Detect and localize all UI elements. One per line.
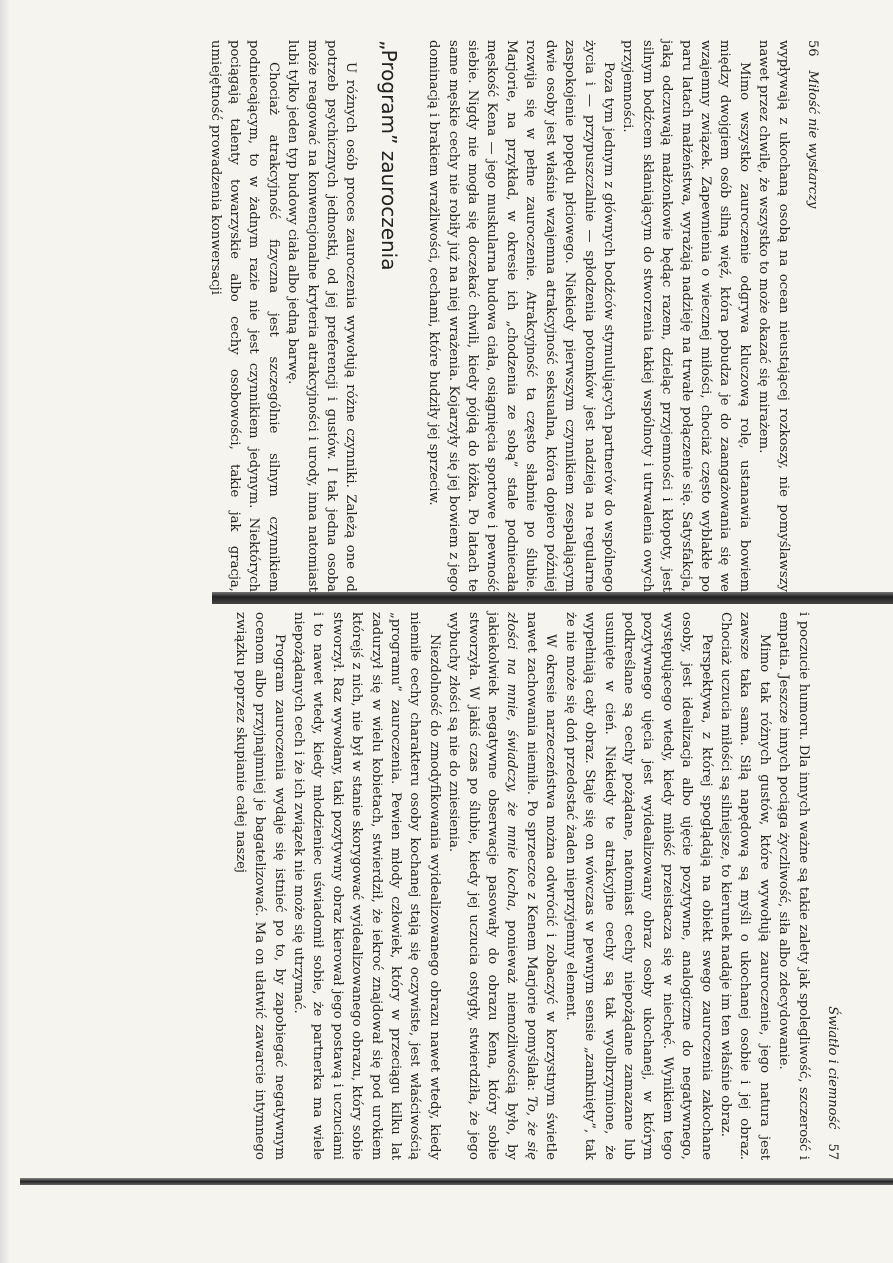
quote-continuation: ponieważ niemożliwością było, by jakiekolwiek negatywne obserwacje pasowały do obrazu Kena, który sobie stworzyła. W jakiś czas po ślubie, kiedy jej uczucia ostygły, stwierdziła, że jego wybuchy złości są nie do zniesienia. bbox=[446, 612, 520, 1160]
right-running-head bbox=[823, 612, 842, 1160]
gutter-separator bbox=[212, 592, 893, 604]
paragraph-with-quote bbox=[444, 612, 560, 1160]
left-running-head bbox=[803, 40, 822, 592]
paragraph: Chociaż atrakcyjność fizyczna jest szczególnie silnym czynnikiem podniecającym, to w żadnym razie nie jest czynnikiem jedynym. Niektórych pociągają talenty towarzyskie albo cechy osobowości, takie jak gracja, umiejętność prowadzenia konwersacji bbox=[207, 40, 281, 592]
left-page bbox=[32, 40, 822, 592]
italic-quote: To, że się złości na mnie, świadczy, że mnie kocha, bbox=[504, 612, 539, 1160]
paragraph: Mimo wszystko zauroczenie odgrywa kluczową rolę, ustanawia bowiem między dwojgiem osób silną więź, która pobudza je do zaangażowania się we wzajemny związek. Zapewnienia o wiecznej miłości, chociaż często wyblakłe po paru latach małżeństwa, wyrażają nadzieję na trwałe połączenie się. Satysfakcja, jaką odczuwają małżonkowie będąc razem, dzieląc przyjemności i kłopoty, jest silnym bodźcem skłaniającym do stworzenia takiej wspólnoty i utrwalenia owych przyjemności. bbox=[620, 40, 752, 592]
paragraph: wypływają z ukochaną osobą na ocean nieustającej rozkoszy, nie pomyślawszy nawet przez chwilę, że wszystko to może okazać się mirażem. bbox=[756, 40, 791, 592]
paragraph: Perspektywa, z której spoglądają na obiekt swego zauroczenia zakochane osoby, jest idealizacja albo ujęcie pozytywne, analogiczne do negatywnego, występującego wtedy, kiedy miłość przeistacza się w niechęć. Wynikiem tego pozytywnego ujęcia jest wyidealizowany obraz osoby ukochanej, w którym podkreślane są cechy pożądane, natomiast cechy niepożądane zamazane lub usunięte w cień. Niekiedy te atrakcyjne cechy są tak wyolbrzymione, że wypełniają cały obraz. Staje się on wówczas w pewnym sensie „zamknięty”, tak że nie może się doń przedostać żaden nieprzyjemny element. bbox=[562, 612, 714, 1160]
paragraph: Niezdolność do zmodyfikowania wyidealizowanego obrazu nawet wtedy, kiedy niemiłe cechy charakteru osoby kochanej stają się oczywiste, jest właściwością „programu” zauroczenia. Pewien młody człowiek, który w przeciągu kilku lat zadurzył się w wielu kobietach, stwierdził, że iekroć znajdował się pod urokiem którejś z nich, nie był w stanie skorygować wyidealizowanego obrazu, który sobie stworzył. Raz wywołany, taki pozytywny obraz kierował jego postawą i uczuciami i to nawet wtedy, kiedy młodzieniec uświadomił sobie, że partnerka ma wiele niepożądanych cech i że ich związek nie może się utrzymać. bbox=[291, 612, 442, 1160]
right-page bbox=[42, 612, 842, 1160]
page-edge-shadow bbox=[0, 0, 10, 1263]
right-page-number: 57 bbox=[825, 1143, 840, 1160]
bottom-edge-separator bbox=[20, 1178, 893, 1185]
paragraph: U różnych osób proces zauroczenia wywołują różne czynniki. Zależą one od potrzeb psychicznych jednostki, od jej preferencji i gustów. I tak jedna osoba może reagować na konwencjonalne kryteria atrakcyjności i urody, inna natomiast lubi tylko jeden typ budowy ciała albo jedną barwę. bbox=[285, 40, 359, 592]
paragraph: Poza tym jednym z głównych bodźców stymulujących partnerów do wspólnego życia i — przypuszczalnie — spłodzenia potomków jest nadzieja na regularne zaspokojenie popędu płciowego. Niekiedy pierwszym czynnikiem zespalającym dwie osoby jest właśnie wzajemna atrakcyjność seksualna, która dopiero później rozwija się w pełne zauroczenie. Atrakcyjność ta często słabnie po ślubie. Marjorie, na przykład, w okresie ich „chodzenia ze sobą” stale podniecała męskość Kena — jego muskularna budowa ciała, osiągnięcia sportowe i pewność siebie. Nigdy nie mogła się doczekać chwili, kiedy pójdą do łóżka. Po latach te same męskie cechy nie robiły już na niej wrażenia. Kojarzyły się jej bowiem z jego dominacją i brakiem wrażliwości, cechami, które budziły jej sprzeciw. bbox=[426, 40, 616, 592]
paragraph: Program zauroczenia wydaje się istnieć po to, by zapobiegać negatywnym ocenom albo przyjnajmniej je bagatelizować. Ma on ułatwić zawarcie intymnego związku poprzez skupianie całej naszej bbox=[232, 612, 287, 1160]
left-running-title: Miłość nie wystarczy bbox=[805, 70, 820, 209]
paragraph: i poczucie humoru. Dla innych ważne są takie zalety jak spolegliwość, szczerość i empatia. Jeszcze innych pociąga życzliwość, siła albo zdecydowanie. bbox=[776, 612, 811, 1160]
right-running-title: Światło i ciemność bbox=[825, 1006, 840, 1130]
left-page-number: 56 bbox=[805, 40, 820, 57]
section-title: „Program” zauroczenia bbox=[376, 40, 401, 271]
quote-lead: W okresie narzeczeństwa można odwrócić i zobaczyć w korzystnym świetle nawet zachowania niemiłe. Po sprzeczce z Kenem Marjorie pomyślała: bbox=[523, 612, 559, 1160]
paragraph: Mimo tak różnych gustów, które wywołują zauroczenie, jego natura jest zawsze taka sama. Siłą napędową są myśli o ukochanej osobie i jej obraz. Chociaż uczucia miłości są silniejsze, to kierunek nadaje im ten właśnie obraz. bbox=[717, 612, 772, 1160]
